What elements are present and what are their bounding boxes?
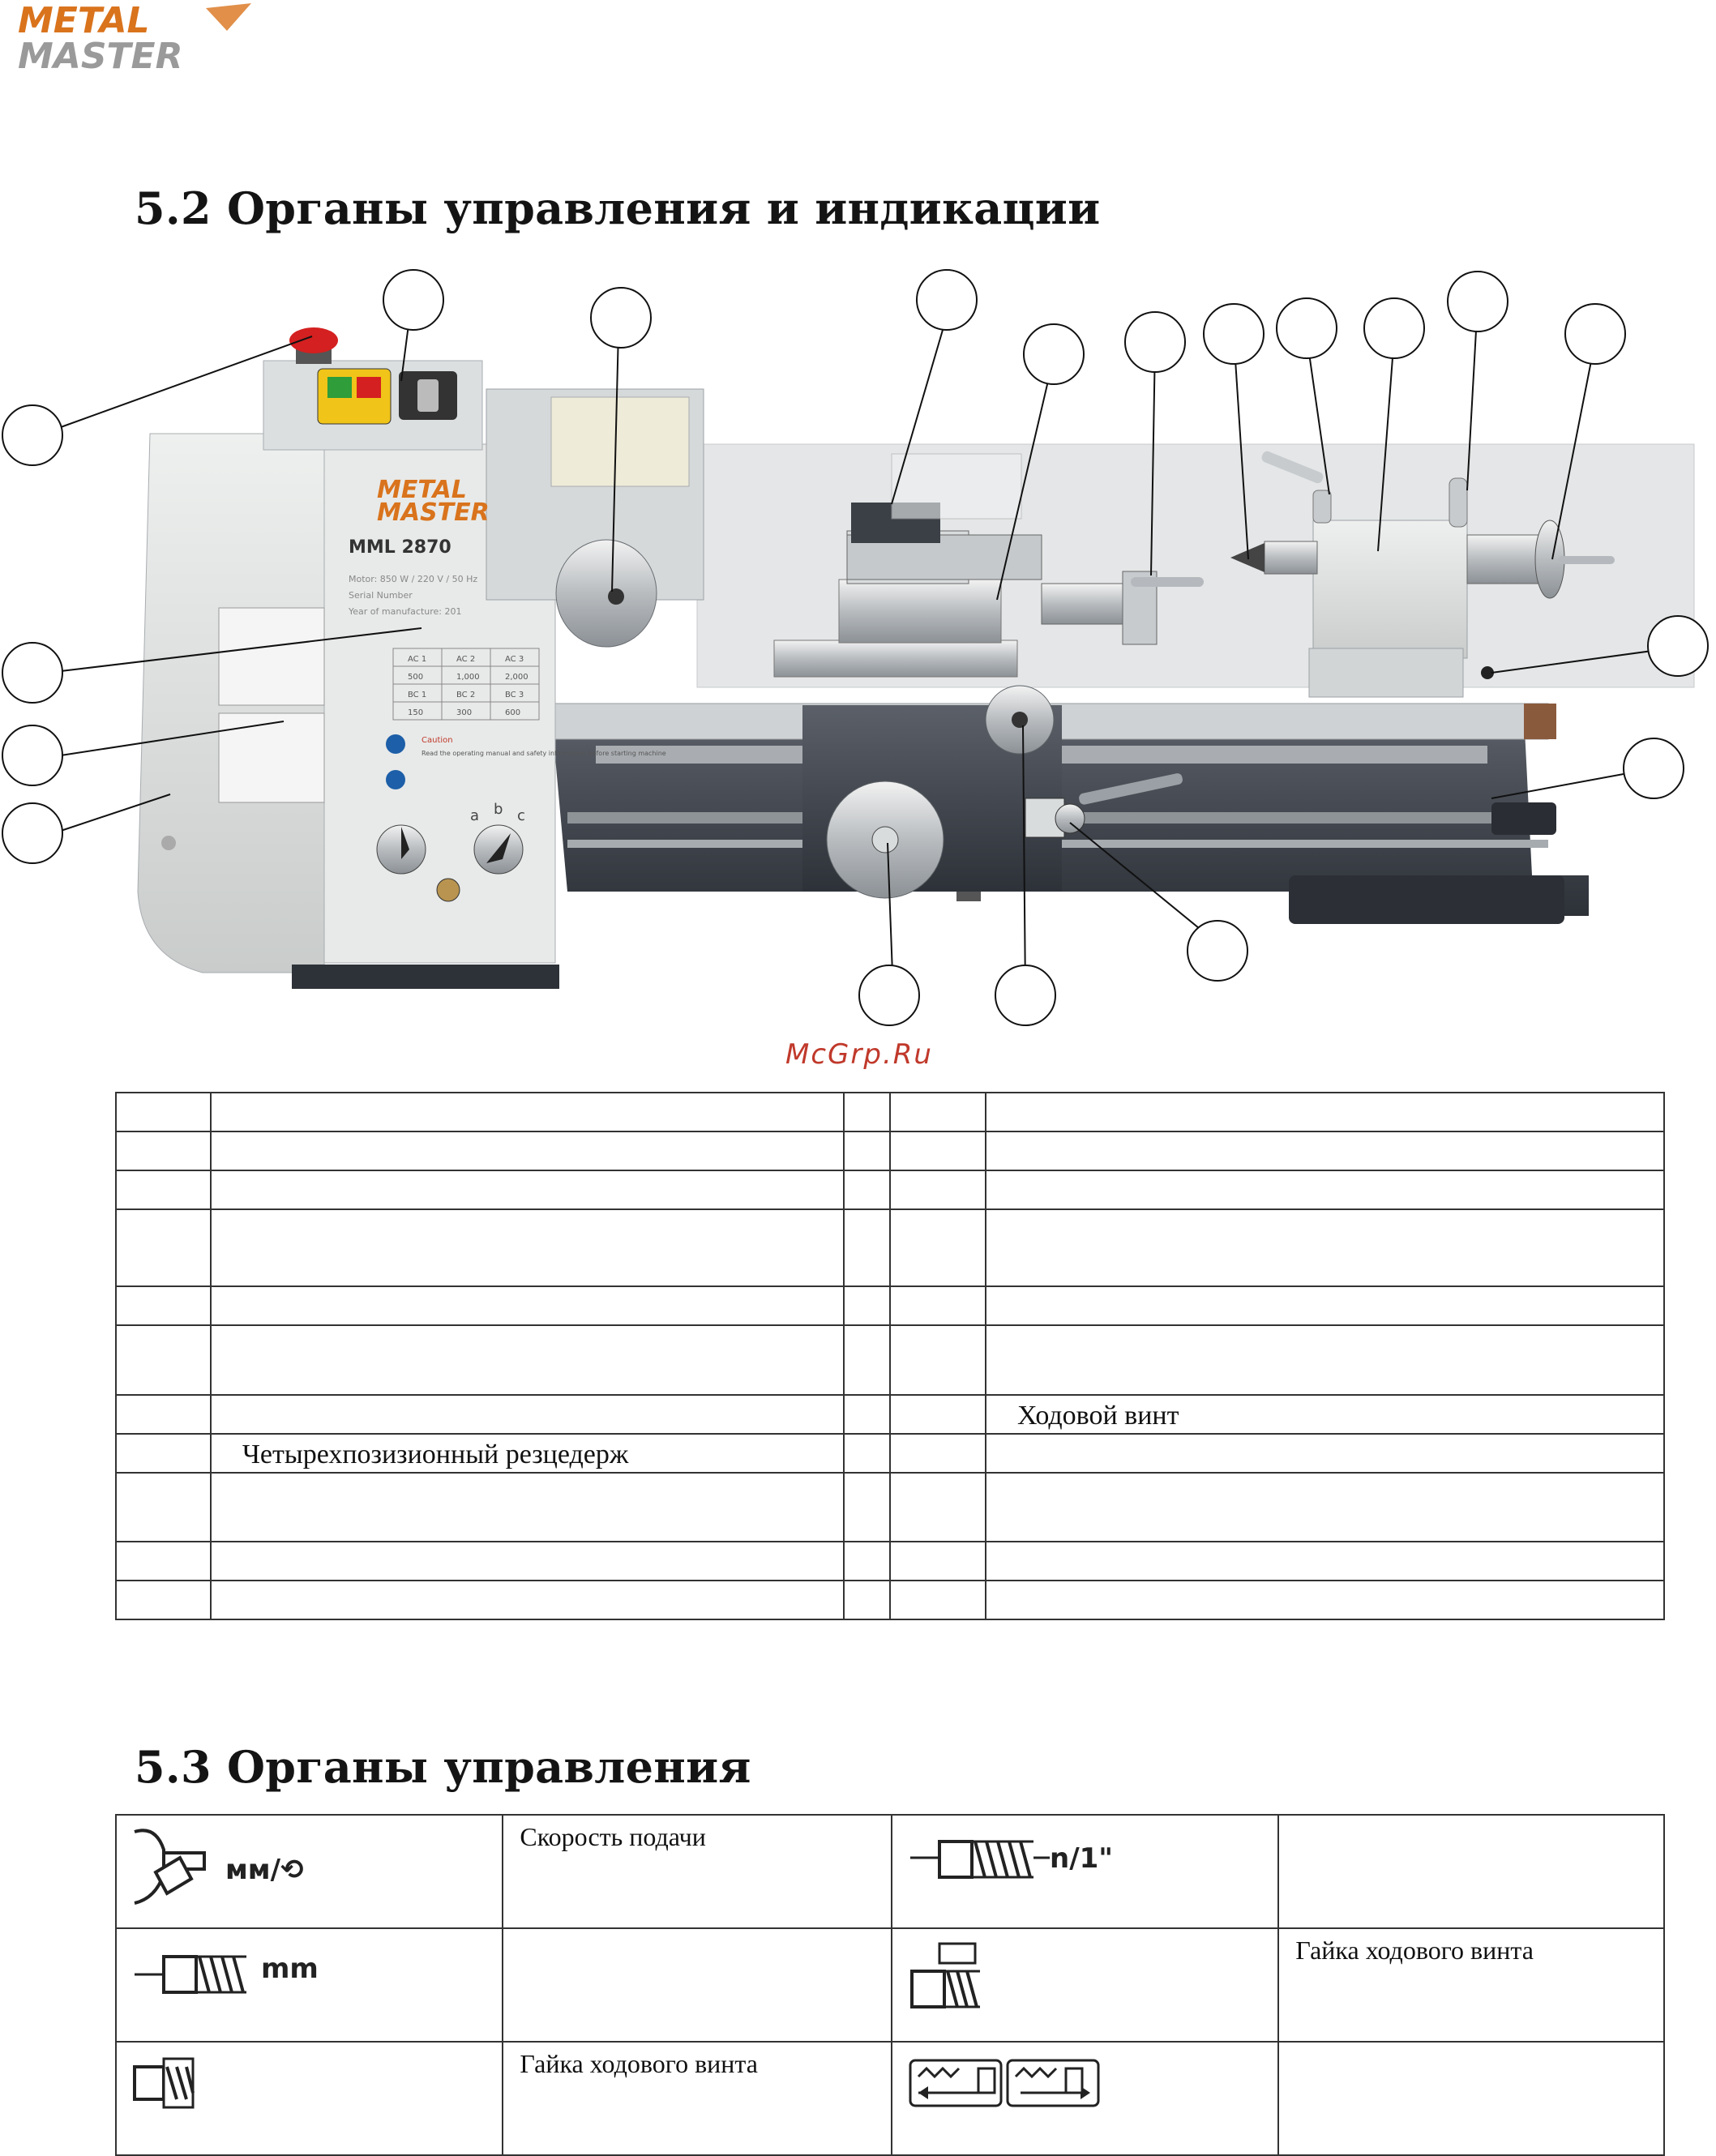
speed-val-1: 500 [408, 673, 424, 682]
speed-val-5: 300 [456, 708, 473, 717]
speed-head-6: BC 3 [505, 691, 524, 699]
caution-title: Caution [422, 736, 453, 745]
stop-button[interactable] [357, 377, 381, 398]
compound-feed-collar [1042, 584, 1123, 624]
thread-chart-1 [219, 608, 324, 705]
feed-rate-icon [131, 1825, 342, 1906]
table-row [116, 1325, 1664, 1395]
controls-table [115, 1814, 1665, 2156]
control-desc: Гайка ходового винта [1278, 1928, 1664, 2042]
caution-text: Read the operating manual and safety information before starting machine [422, 750, 666, 757]
table-row [116, 1815, 1664, 1928]
section-5-2-title: 5.2 Органы управления и индикации [135, 182, 1101, 234]
callout-15 [995, 965, 1055, 1025]
speed-head-1: AC 1 [408, 655, 427, 664]
tailstock-barrel [1467, 535, 1540, 584]
feed-rate-icon-cell [116, 1815, 503, 1928]
callout-11 [1565, 304, 1625, 364]
bed-foot [1289, 875, 1564, 924]
panel-logo-2: MASTER [377, 498, 490, 527]
table-row [116, 1581, 1664, 1619]
table-row [116, 2042, 1664, 2155]
quill-lock-lever[interactable] [1449, 478, 1467, 527]
callout-17 [2, 803, 62, 863]
compound-handle[interactable] [1131, 577, 1204, 587]
speed-val-3: 2,000 [505, 673, 528, 682]
thread-metric-icon [131, 1939, 342, 2012]
callout-7 [1204, 304, 1264, 364]
section-5-3-title: 5.3 Органы управления [135, 1741, 751, 1793]
knob-label-c: c [517, 807, 525, 824]
thread-metric-icon-cell [116, 1928, 503, 2042]
watermark: McGrp.Ru [785, 1038, 933, 1071]
chuck-key-hole [608, 588, 624, 605]
table-row [116, 1170, 1664, 1209]
speed-head-3: AC 3 [505, 655, 524, 664]
manual-icon [386, 734, 405, 754]
callout-9 [1364, 298, 1424, 358]
callout-6 [1125, 312, 1185, 372]
speed-val-2: 1,000 [456, 673, 480, 682]
indicator-lamp [437, 879, 460, 901]
table-row [116, 1286, 1664, 1325]
plate-row-3: Year of manufacture: 201 [349, 606, 462, 617]
plate-row-2: Serial Number [349, 590, 413, 601]
chuck-guard[interactable] [551, 397, 689, 486]
svg-text:n/1": n/1" [1049, 1842, 1113, 1875]
half-nut-lever[interactable] [1055, 804, 1085, 833]
emergency-stop-button[interactable] [289, 327, 338, 353]
callout-12 [1648, 616, 1708, 676]
callout-18 [2, 725, 62, 785]
control-desc [503, 1928, 892, 2042]
callout-13 [1624, 738, 1684, 798]
headstock-foot [292, 965, 559, 989]
thread-inch-icon [907, 1825, 1134, 1898]
svg-text:мм/⟲: мм/⟲ [225, 1854, 304, 1886]
thread-inch-icon-cell [892, 1815, 1278, 1928]
leadscrew-bearing [1491, 802, 1556, 835]
leadscrew-nut-small-icon-cell [116, 2042, 503, 2155]
saddle [774, 640, 1017, 677]
handwheel-hub [872, 827, 898, 853]
callout-14 [1188, 921, 1247, 981]
parts-table [115, 1092, 1665, 1620]
table-row [116, 1473, 1664, 1542]
speed-val-6: 600 [505, 708, 521, 717]
logo-swoosh-icon [206, 3, 251, 31]
leadscrew-nut-icon [907, 1939, 1004, 2028]
control-desc [1278, 2042, 1664, 2155]
goggles-icon [386, 770, 405, 789]
speed-head-4: BC 1 [408, 691, 427, 699]
callout-3 [591, 288, 651, 348]
table-row [116, 1928, 1664, 2042]
table-row [116, 1131, 1664, 1170]
knob-label-a: a [470, 807, 480, 824]
leadscrew-nut-small-icon [131, 2052, 229, 2117]
tailstock-lock-lever[interactable] [1313, 490, 1331, 523]
speed-val-4: 150 [408, 708, 424, 717]
panel-logo-1: METAL [377, 476, 467, 504]
table-row [116, 1542, 1664, 1581]
brand-logo [15, 0, 258, 75]
cross-slide[interactable] [839, 580, 1001, 643]
speed-head-2: AC 2 [456, 655, 476, 664]
chuck[interactable] [556, 540, 657, 647]
tailstock-handle[interactable] [1558, 556, 1615, 564]
tailstock-body [1313, 520, 1467, 658]
callout-4 [917, 270, 977, 330]
table-row [116, 1093, 1664, 1131]
thread-chart-2 [219, 713, 324, 802]
callout-8 [1277, 298, 1337, 358]
callout-19 [2, 643, 62, 703]
part-name-toolpost: Четырехпозизионный резцедерж [211, 1434, 844, 1473]
callout-1 [2, 405, 62, 465]
control-desc: Скорость подачи [503, 1815, 892, 1928]
logo-line1: METAL [18, 0, 150, 41]
plate-row-1: Motor: 850 W / 220 V / 50 Hz [349, 574, 478, 584]
logo-line2: MASTER [18, 36, 183, 75]
cross-feed-hub [1012, 712, 1028, 728]
direction-selector-knob[interactable] [417, 379, 439, 412]
cover-screw [161, 836, 176, 850]
control-desc: Гайка ходового винта [503, 2042, 892, 2155]
table-row [116, 1434, 1664, 1473]
svg-text:mm: mm [261, 1953, 319, 1985]
callout-2 [383, 270, 443, 330]
table-row [116, 1209, 1664, 1286]
tailstock-base [1309, 648, 1463, 697]
start-button[interactable] [327, 377, 352, 398]
speed-table [393, 648, 539, 720]
part-name-leadscrew: Ходовой винт [986, 1395, 1664, 1434]
handwheel-handle[interactable] [956, 892, 981, 901]
knob-label-b: b [494, 801, 503, 818]
speed-head-5: BC 2 [456, 691, 476, 699]
callout-10 [1448, 272, 1508, 332]
feed-direction-icon [907, 2052, 1102, 2117]
feed-direction-icon-cell [892, 2042, 1278, 2155]
bed-end [1524, 704, 1556, 739]
table-row [116, 1395, 1664, 1434]
leadscrew-nut-icon-cell [892, 1928, 1278, 2042]
callout-5 [1024, 324, 1084, 384]
model-label: MML 2870 [349, 537, 451, 558]
control-desc [1278, 1815, 1664, 1928]
tool-guard[interactable] [892, 454, 1021, 519]
callout-16 [859, 965, 919, 1025]
lathe-figure [0, 259, 1716, 1029]
tailstock-quill [1265, 541, 1317, 574]
